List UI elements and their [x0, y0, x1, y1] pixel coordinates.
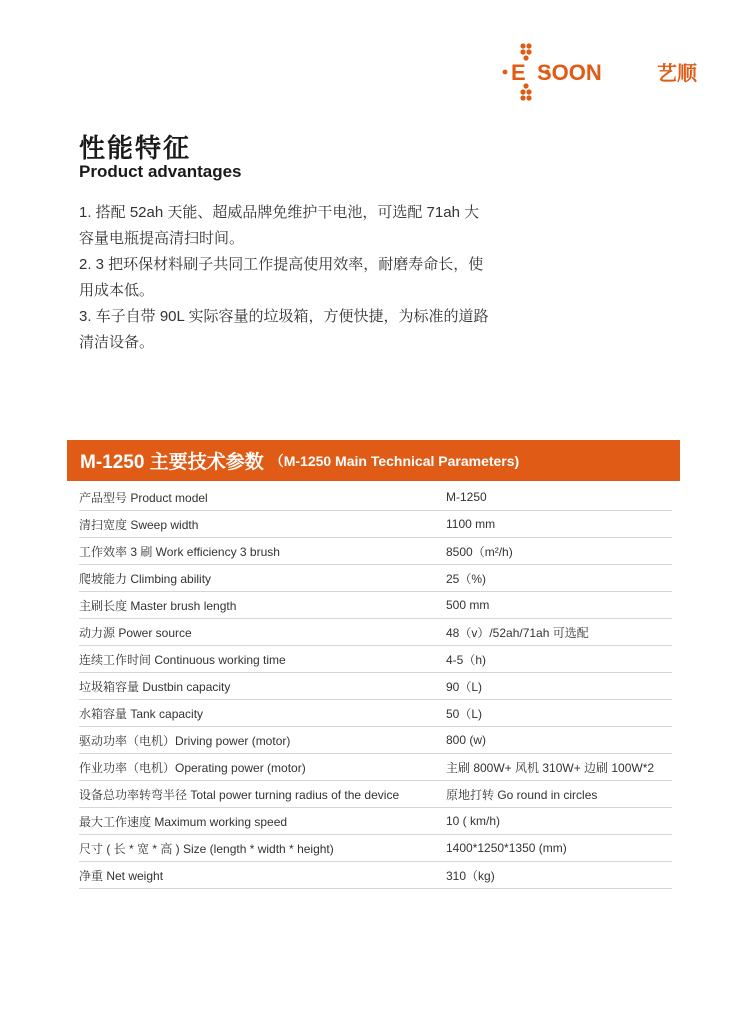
advantages-title-en: Product advantages	[79, 162, 242, 181]
spec-value: 310（kg)	[446, 868, 495, 883]
spec-value: M-1250	[446, 490, 487, 504]
spec-row	[79, 700, 672, 727]
spec-value: 800 (w)	[446, 733, 487, 747]
advantage-line: 3. 车子自带 90L 实际容量的垃圾箱，方便快捷，为标准的道路	[79, 308, 489, 325]
spec-row	[79, 835, 672, 862]
spec-title-sub: （M-1250 Main Technical Parameters)	[269, 452, 520, 469]
advantage-line: 清洁设备。	[79, 334, 155, 351]
logo-soon-word: SOON	[537, 60, 602, 85]
spec-label: 爬坡能力 Climbing ability	[79, 571, 212, 586]
spec-label: 净重 Net weight	[79, 868, 164, 883]
advantages-text	[79, 200, 529, 356]
advantage-line: 用成本低。	[79, 282, 155, 299]
logo-cn-word: 艺顺	[657, 61, 697, 85]
spec-label: 工作效率 3 刷 Work efficiency 3 brush	[79, 544, 280, 559]
spec-label: 设备总功率转弯半径 Total power turning radius of the device	[79, 787, 400, 802]
spec-label: 产品型号 Product model	[79, 490, 208, 505]
spec-title-banner	[67, 440, 680, 481]
spec-value: 10 ( km/h)	[446, 814, 501, 828]
spec-row	[79, 619, 672, 646]
spec-value: 500 mm	[446, 598, 490, 612]
spec-row	[79, 673, 672, 700]
spec-label: 清扫宽度 Sweep width	[79, 517, 199, 532]
spec-row	[79, 565, 672, 592]
spec-value: 90（L)	[446, 679, 483, 694]
brand-logo	[497, 42, 707, 108]
spec-table	[79, 484, 672, 889]
spec-row	[79, 646, 672, 673]
spec-value: 1400*1250*1350 (mm)	[446, 841, 567, 855]
advantage-line: 1. 搭配 52ah 天能、超威品牌免维护干电池，可选配 71ah 大	[79, 204, 480, 221]
spec-row	[79, 754, 672, 781]
spec-label: 动力源 Power source	[79, 625, 192, 640]
esoon-logo-icon	[497, 42, 707, 108]
spec-value: 50（L)	[446, 706, 483, 721]
spec-row	[79, 781, 672, 808]
spec-row	[79, 511, 672, 538]
spec-value: 8500（m²/h)	[446, 544, 513, 559]
advantage-line: 容量电瓶提高清扫时间。	[79, 230, 245, 247]
spec-label: 主刷长度 Master brush length	[79, 598, 237, 613]
spec-label: 连续工作时间 Continuous working time	[79, 652, 286, 667]
spec-label: 作业功率（电机）Operating power (motor)	[79, 760, 306, 775]
spec-row	[79, 592, 672, 619]
spec-value: 原地打转 Go round in circles	[446, 787, 598, 802]
spec-label: 垃圾箱容量 Dustbin capacity	[79, 679, 231, 694]
spec-label: 驱动功率（电机）Driving power (motor)	[79, 733, 291, 748]
spec-value: 主刷 800W+ 风机 310W+ 边刷 100W*2	[446, 760, 655, 775]
spec-row	[79, 727, 672, 754]
spec-row	[79, 538, 672, 565]
advantages-title-cn: 性能特征	[79, 133, 192, 163]
spec-row	[79, 484, 672, 511]
spec-value: 48（v）/52ah/71ah 可选配	[446, 625, 589, 640]
spec-title-main: M-1250 主要技术参数	[80, 452, 264, 473]
spec-value: 25（%)	[446, 571, 487, 586]
advantage-line: 2. 3 把环保材料刷子共同工作提高使用效率，耐磨寿命长，使	[79, 256, 484, 273]
logo-e-letter: E	[511, 60, 526, 85]
spec-label: 尺寸 ( 长 * 宽 * 高 ) Size (length * width * height)	[79, 841, 334, 856]
spec-value: 4-5（h)	[446, 652, 487, 667]
spec-label: 水箱容量 Tank capacity	[79, 706, 204, 721]
spec-row	[79, 862, 672, 889]
spec-value: 1100 mm	[446, 517, 496, 531]
spec-label: 最大工作速度 Maximum working speed	[79, 814, 288, 829]
spec-row	[79, 808, 672, 835]
